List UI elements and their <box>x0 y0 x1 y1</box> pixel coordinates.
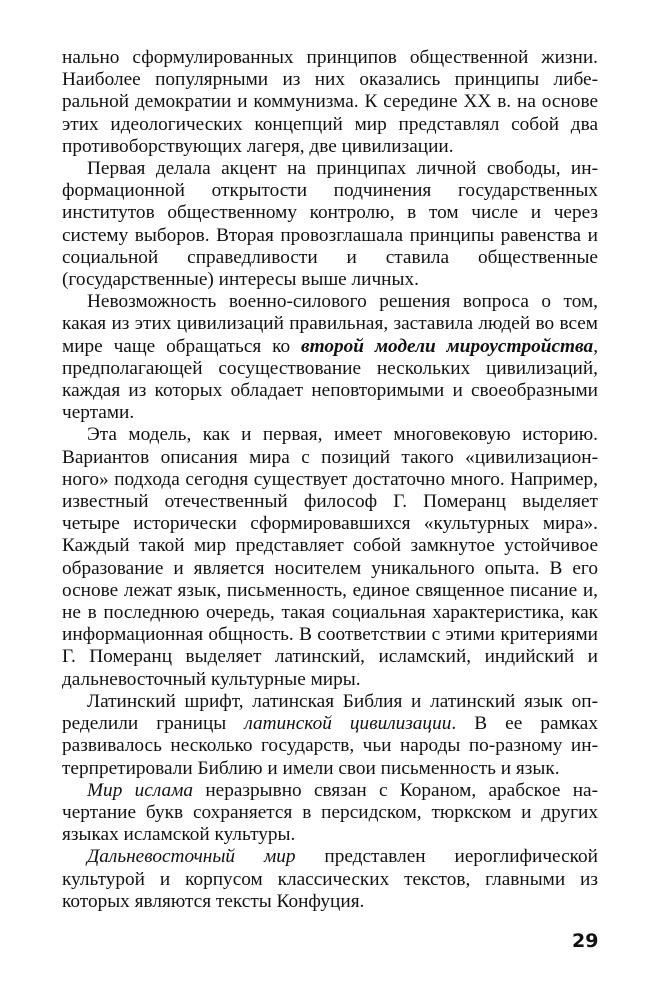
text-segment: , предполагающей сосуществование нескольких цивилизаций, каждая из которых обладает неповторимыми и своеобразными чертами. <box>62 335 599 424</box>
text-segment: Эта модель, как и первая, имеет многовековую историю. Вариантов описания мира с позиций такого «цивилизационного» подхода сегодня существует достаточно много. Например, известный отечественный философ Г. Померанц выделяет четыре исторически сформировавшихся «культурных мира». Каждый такой мир представляет собой замкнутое устойчивое образование и является носителем уникального опыта. В его основе лежат язык, письменность, единое священное писание и, не в последнюю очередь, такая социальная характеристика, как информационная общность. В соответствии с этими критериями Г. Померанц выделяет латинский, исламский, индийский и дальневосточный культурные миры. <box>62 424 598 690</box>
paragraph-1 <box>62 47 598 158</box>
paragraph-7 <box>62 846 598 913</box>
paragraph-5 <box>62 691 598 780</box>
text-segment: нально сформулированных принципов общественной жизни. Наиболее популярными из них оказались принципы либеральной демократии и коммунизма. К середине XX в. на основе этих идеологических концепций мир представлял собой два противоборствующих лагеря, две цивилизации. <box>62 47 598 157</box>
emphasized-term-second-world-model: второй модели мироустройства <box>301 335 594 357</box>
italic-term-world-of-islam: Мир ислама <box>87 779 194 801</box>
page-body-text <box>62 47 598 913</box>
text-segment: представлен иероглифической культурой и корпусом классических текстов, главными из которых являются тексты Конфуция. <box>62 846 598 912</box>
text-segment: Первая делала акцент на принципах личной свободы, информационной открытости подчинения государственных институтов общественному контролю, в том числе и через систему выборов. Вторая провозглашала принципы равенства и социальной справедливости и ставила общественные (государственные) интересы выше личных. <box>62 158 598 291</box>
text-segment: . В ее рамках развивалось несколько государств, чьи народы по-разному интерпретировали Библию и имели свои письменность и язык. <box>62 713 598 779</box>
paragraph-6 <box>62 780 598 847</box>
text-segment: Латинский шрифт, латинская Библия и латинский язык определили границы <box>62 690 598 735</box>
text-segment: Невозможность военно-силового решения вопроса о том, какая из этих цивилизаций правильная, заставила людей во всем мире чаще обращаться ко <box>62 291 598 357</box>
italic-term-latin-civilization: латинской цивилизации <box>244 713 452 735</box>
paragraph-2 <box>62 158 598 291</box>
italic-term-far-eastern-world: Дальневосточный мир <box>87 846 296 868</box>
page-number: 29 <box>572 930 599 952</box>
text-segment: неразрывно связан с Кораном, арабское начертание букв сохраняется в персидском, тюркском и других языках исламской культуры. <box>62 779 599 846</box>
paragraph-3 <box>62 291 598 424</box>
paragraph-4 <box>62 424 598 690</box>
